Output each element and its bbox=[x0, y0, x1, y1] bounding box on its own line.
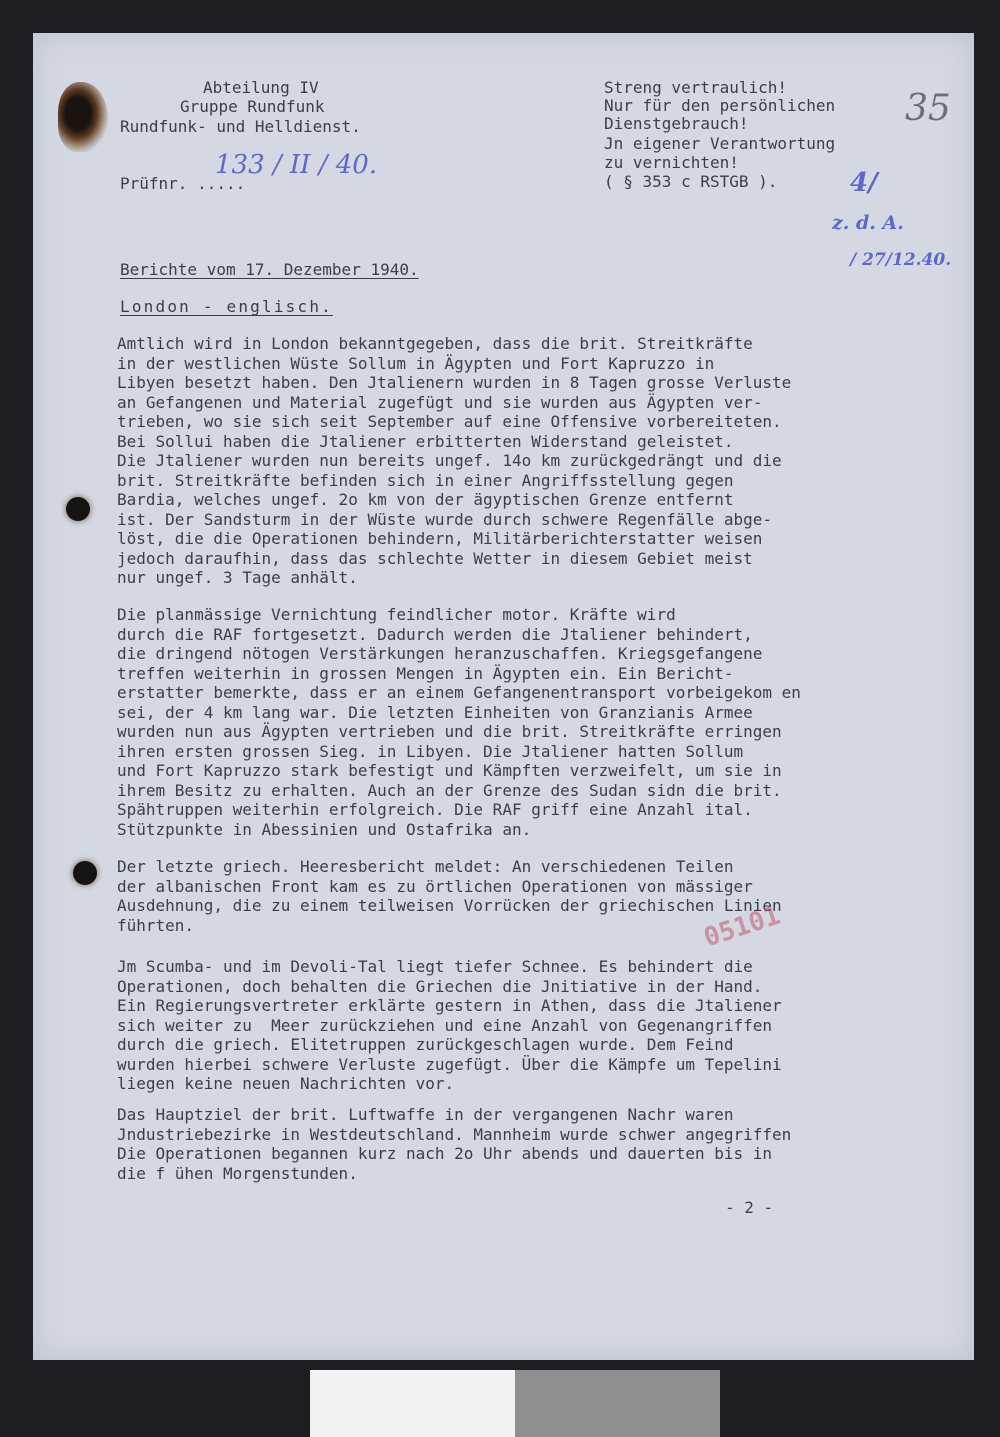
text-line: liegen keine neuen Nachrichten vor. bbox=[117, 1074, 455, 1093]
text-line: Jndustriebezirke in Westdeutschland. Mannheim wurde schwer angegriffen bbox=[117, 1124, 792, 1144]
text-line: Stützpunkte in Abessinien und Ostafrika an. bbox=[117, 819, 532, 839]
text-line: sich weiter zu Meer zurückziehen und eine Anzahl von Gegenangriffen bbox=[117, 1015, 773, 1035]
text-line: Operationen, doch behalten die Griechen die Jnitiative in der Hand. bbox=[117, 976, 763, 996]
text-line: Ausdehnung, die zu einem teilweisen Vorrücken der griechischen Linien bbox=[117, 896, 782, 915]
text-line: Das Hauptziel der brit. Luftwaffe in der vergangenen Nachr waren bbox=[117, 1105, 734, 1124]
text-line: nur ungef. 3 Tage anhält. bbox=[117, 568, 358, 587]
annotation-initial: 4/ bbox=[850, 168, 878, 198]
text-line: die f ühen Morgenstunden. bbox=[117, 1163, 358, 1183]
text-line: Die Jtaliener wurden nun bereits ungef. 14o km zurückgedrängt und die bbox=[117, 451, 782, 470]
text-line: brit. Streitkräfte befinden sich in einer Angriffsstellung gegen bbox=[117, 470, 734, 490]
text-line: an Gefangenen und Material zugefügt und sie wurden aus Ägypten ver- bbox=[117, 392, 763, 412]
service-line: Rundfunk- und Helldienst. bbox=[120, 117, 361, 136]
text-line: ihrem Besitz zu erhalten. Auch an der Grenze des Sudan sidn die brit. bbox=[117, 780, 782, 800]
text-line: durch die griech. Elitetruppen zurückgeschlagen wurde. Dem Feind bbox=[117, 1035, 734, 1054]
text-line: jedoch daraufhin, dass das schlechte Wetter in diesem Gebiet meist bbox=[117, 548, 753, 568]
text-line: Bei Sollui haben die Jtaliener erbitterten Widerstand geleistet. bbox=[117, 431, 734, 451]
text-line: treffen weiterhin in grossen Mengen in Ägypten ein. Ein Bericht- bbox=[117, 663, 734, 683]
paragraph-1 bbox=[117, 334, 791, 588]
text-line: Spähtruppen weiterhin erfolgreich. Die RAF griff eine Anzahl ital. bbox=[117, 800, 753, 819]
text-line: führten. bbox=[117, 915, 195, 935]
section-heading: London - englisch. bbox=[120, 297, 333, 316]
confidential-line-2: Nur für den persönlichen bbox=[604, 96, 836, 115]
red-stamp: 05101 bbox=[700, 900, 785, 954]
paragraph-4 bbox=[117, 957, 782, 1094]
confidential-line-6: ( § 353 c RSTGB ). bbox=[604, 172, 778, 191]
text-line: Amtlich wird in London bekanntgegeben, dass die brit. Streitkräfte bbox=[117, 334, 753, 353]
text-line: sei, der 4 km lang war. Die letzten Einheiten von Granzianis Armee bbox=[117, 702, 753, 722]
text-line: in der westlichen Wüste Sollum in Ägypten und Fort Kapruzzo in bbox=[117, 353, 715, 373]
paragraph-3 bbox=[117, 857, 782, 935]
text-line: erstatter bemerkte, dass er an einem Gefangenentransport vorbeigekom en bbox=[117, 683, 801, 702]
confidential-line-4: Jn eigener Verantwortung bbox=[604, 134, 836, 153]
page-number: - 2 - bbox=[725, 1198, 774, 1217]
confidential-line-3: Dienstgebrauch! bbox=[604, 114, 749, 133]
text-line: Libyen besetzt haben. Den Jtalienern wurden in 8 Tagen grosse Verluste bbox=[117, 373, 792, 392]
text-line: Jm Scumba- und im Devoli-Tal liegt tiefer Schnee. Es behindert die bbox=[117, 957, 753, 976]
text-line: Die planmässige Vernichtung feindlicher motor. Kräfte wird bbox=[117, 605, 676, 624]
confidential-line-5: zu vernichten! bbox=[604, 153, 739, 172]
text-line: der albanischen Front kam es zu örtlichen Operationen von mässiger bbox=[117, 876, 753, 896]
text-line: und Fort Kapruzzo stark befestigt und Kämpften verzweifelt, um sie in bbox=[117, 761, 782, 780]
annotation-zda: z. d. A. bbox=[832, 212, 904, 234]
bottom-strip-gray bbox=[515, 1370, 720, 1437]
archive-number: 35 bbox=[905, 88, 951, 129]
punch-hole-bottom bbox=[73, 861, 97, 885]
text-line: Der letzte griech. Heeresbericht meldet: An verschiedenen Teilen bbox=[117, 857, 734, 876]
text-line: die dringend nötogen Verstärkungen heranzuschaffen. Kriegsgefangene bbox=[117, 644, 763, 663]
text-line: wurden hierbei schwere Verluste zugefügt. Über die Kämpfe um Tepelini bbox=[117, 1054, 782, 1074]
burn-mark bbox=[58, 82, 108, 152]
text-line: ist. Der Sandsturm in der Wüste wurde durch schwere Regenfälle abge- bbox=[117, 509, 773, 529]
text-line: ihren ersten grossen Sieg. in Libyen. Die Jtaliener hatten Sollum bbox=[117, 741, 744, 761]
pruefnr-handwritten: 133 / II / 40. bbox=[215, 150, 378, 180]
text-line: durch die RAF fortgesetzt. Dadurch werden die Jtaliener behindert, bbox=[117, 624, 753, 644]
text-line: trieben, wo sie sich seit September auf eine Offensive vorbereiteten. bbox=[117, 412, 782, 431]
text-line: löst, die die Operationen behindern, Militärberichterstatter weisen bbox=[117, 529, 763, 548]
confidential-line-1: Streng vertraulich! bbox=[604, 78, 788, 97]
report-title: Berichte vom 17. Dezember 1940. bbox=[120, 260, 419, 279]
paragraph-5 bbox=[117, 1105, 791, 1183]
text-line: Ein Regierungsvertreter erklärte gestern in Athen, dass die Jtaliener bbox=[117, 996, 782, 1015]
group-line: Gruppe Rundfunk bbox=[180, 97, 325, 116]
text-line: Die Operationen begannen kurz nach 2o Uhr abends und dauerten bis in bbox=[117, 1144, 773, 1163]
annotation-date: / 27/12.40. bbox=[850, 250, 952, 270]
department-line: Abteilung IV bbox=[203, 78, 319, 97]
bottom-strip-white bbox=[310, 1370, 515, 1437]
paragraph-2 bbox=[117, 605, 801, 839]
text-line: Bardia, welches ungef. 2o km von der ägyptischen Grenze entfernt bbox=[117, 490, 734, 509]
pruefnr-label: Prüfnr. ..... bbox=[120, 174, 246, 193]
text-line: wurden nun aus Ägypten vertrieben und die brit. Streitkräfte erringen bbox=[117, 722, 782, 741]
punch-hole-top bbox=[66, 497, 90, 521]
